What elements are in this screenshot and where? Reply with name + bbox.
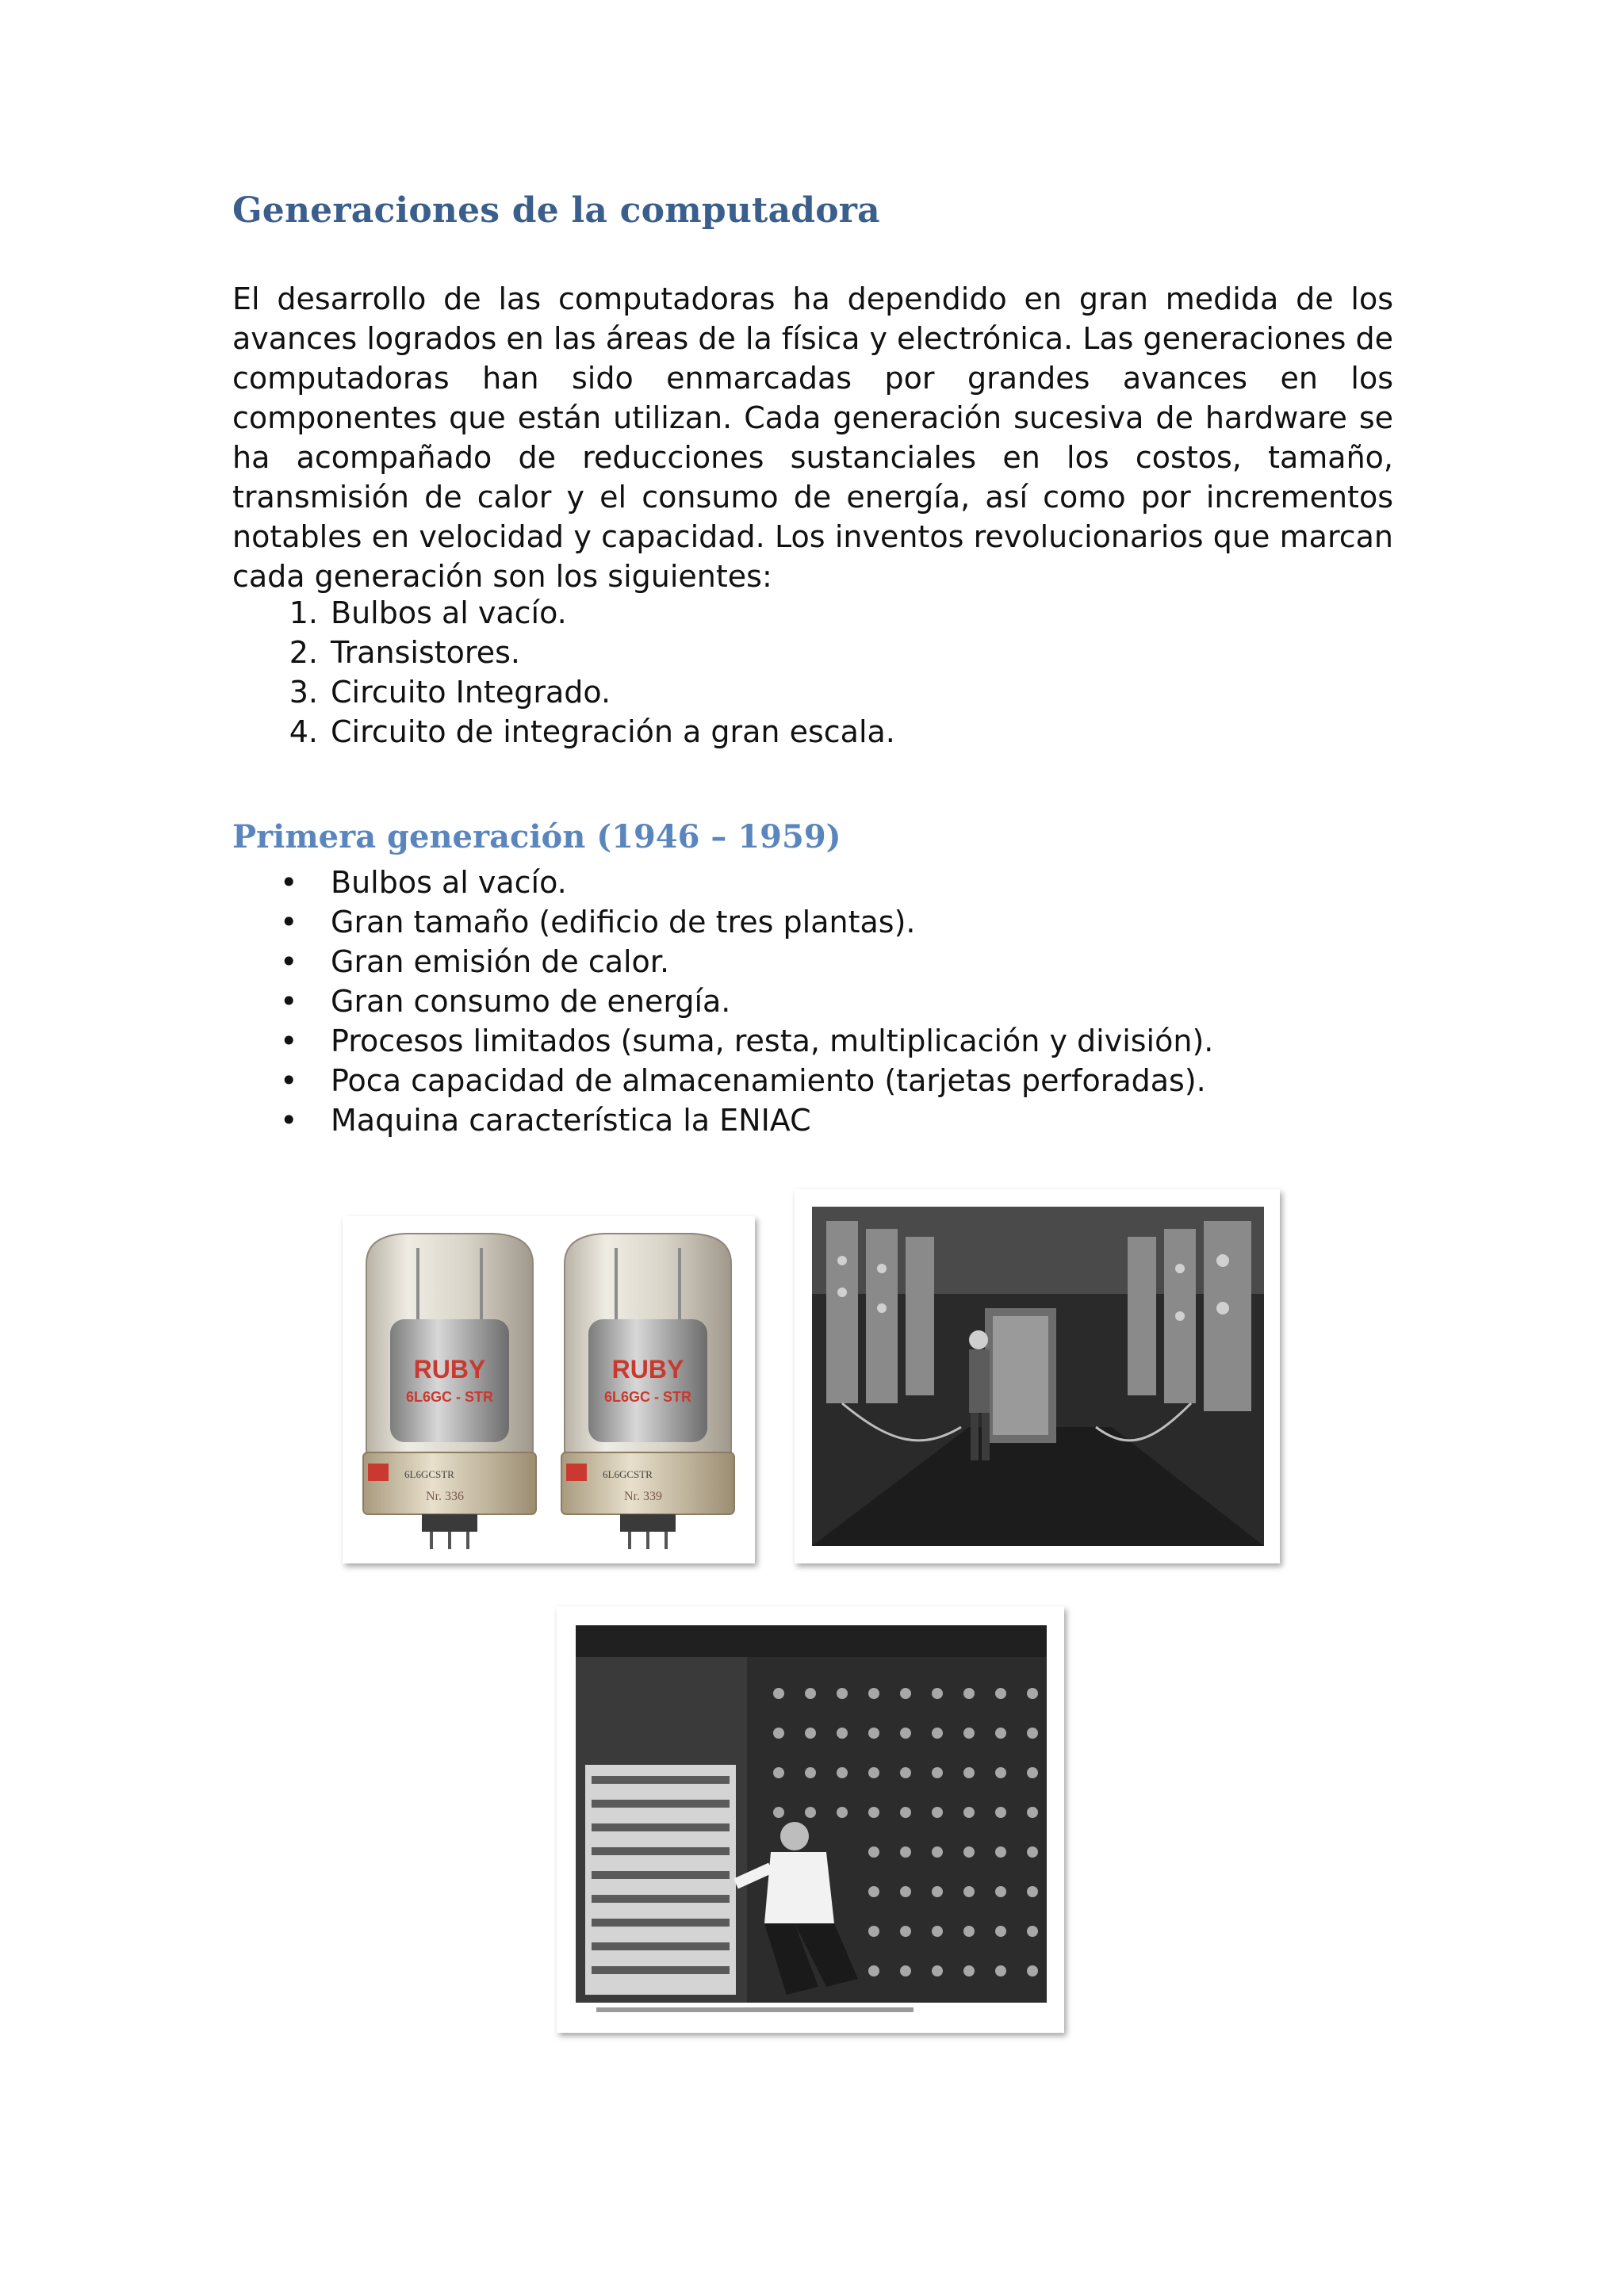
list-item: • Maquina característica la ENIAC <box>232 1100 1342 1140</box>
tube-model-label: 6L6GC - STR <box>603 1389 692 1405</box>
list-item: • Gran tamaño (edificio de tres plantas). <box>232 902 1342 942</box>
list-item: • Poca capacidad de almacenamiento (tarjetas perforadas). <box>232 1061 1342 1100</box>
eniac-room-illustration <box>795 1189 1280 1563</box>
eniac-operator-photo <box>557 1606 1064 2033</box>
list-item: 3. Circuito Integrado. <box>289 675 611 710</box>
list-item: 4. Circuito de integración a gran escala. <box>289 714 895 749</box>
bullet-icon: • <box>280 1024 298 1058</box>
generations-list <box>232 593 1342 752</box>
tube-brand-label: RUBY <box>413 1355 486 1383</box>
logo-icon <box>368 1464 389 1481</box>
vacuum-tubes-photo <box>343 1216 755 1563</box>
bullet-icon: • <box>280 984 298 1019</box>
tube-number-label: Nr. 339 <box>624 1490 662 1503</box>
eniac-room-photo <box>795 1189 1280 1563</box>
vacuum-tubes-illustration <box>343 1216 755 1563</box>
bullet-icon: • <box>280 944 298 979</box>
vacuum-tube-right <box>561 1234 734 1549</box>
vacuum-tube-left <box>363 1234 536 1549</box>
tube-number-label: Nr. 336 <box>426 1490 464 1503</box>
logo-icon <box>566 1464 587 1481</box>
list-item: 2. Transistores. <box>289 635 520 670</box>
list-item: • Bulbos al vacío. <box>232 863 1342 902</box>
list-item: • Procesos limitados (suma, resta, multiplicación y división). <box>232 1021 1342 1061</box>
list-item: • Gran consumo de energía. <box>232 982 1342 1021</box>
bullet-icon: • <box>280 1103 298 1138</box>
features-list <box>232 863 1342 1140</box>
tube-code-label: 6L6GCSTR <box>404 1468 454 1480</box>
bullet-icon: • <box>280 1063 298 1098</box>
eniac-operator-illustration <box>557 1606 1064 2033</box>
bullet-icon: • <box>280 905 298 939</box>
tube-model-label: 6L6GC - STR <box>405 1389 494 1405</box>
list-item: • Gran emisión de calor. <box>232 942 1342 982</box>
bullet-icon: • <box>280 865 298 900</box>
section-heading: Primera generación (1946 – 1959) <box>232 818 841 855</box>
tube-code-label: 6L6GCSTR <box>603 1468 653 1480</box>
page-title: Generaciones de la computadora <box>232 190 880 231</box>
tube-brand-label: RUBY <box>611 1355 684 1383</box>
intro-paragraph: El desarrollo de las computadoras ha dependido en gran medida de los avances logrados en las áreas de la física y electrónica. Las generaciones de computadoras han sido enmarcadas por grandes avances en los componentes que están utilizan. Cada generación sucesiva de hardware se ha acompañado de reducciones sustanciales en los costos, tamaño, transmisión de calor y el consumo de energía, así como por incrementos notables en velocidad y capacidad. Los inventos revolucionarios que marcan cada generación son los siguientes: <box>232 281 1393 594</box>
list-item: 1. Bulbos al vacío. <box>289 595 567 630</box>
